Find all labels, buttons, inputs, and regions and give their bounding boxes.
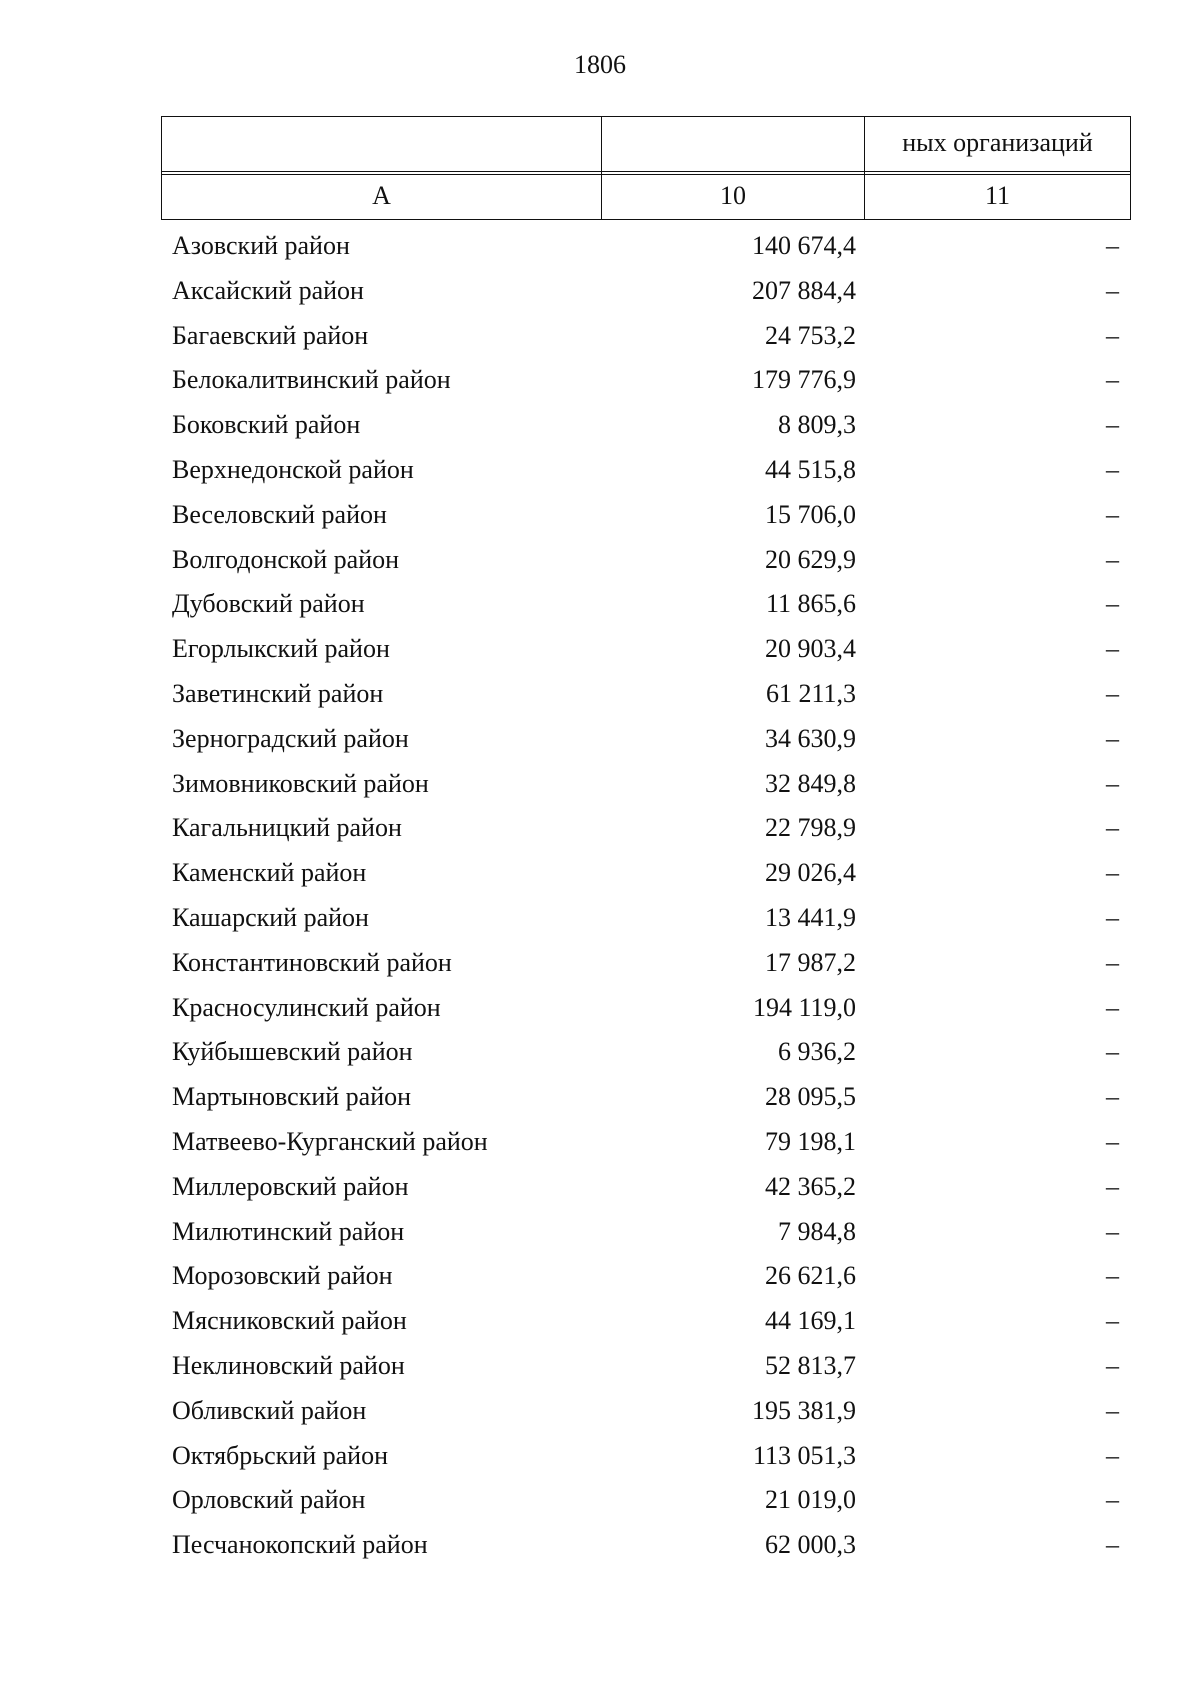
district-name: Кагальницкий район: [172, 813, 402, 843]
column-10-value: 140 674,4: [752, 231, 856, 260]
table-row: [0, 1389, 1200, 1434]
table-row: [0, 224, 1200, 269]
district-name: Константиновский район: [172, 947, 452, 977]
column-10-value: 6 936,2: [778, 1037, 856, 1067]
district-name: Песчанокопский район: [172, 1530, 428, 1560]
column-11-value: –: [1106, 589, 1119, 619]
district-name: Веселовский район: [172, 499, 387, 529]
table-row: [0, 941, 1200, 986]
column-10-value: 11 865,6: [765, 589, 856, 619]
district-name: Багаевский район: [172, 320, 369, 350]
header-row-separator-1: [161, 171, 1131, 172]
column-10-value: 194 119,0: [752, 992, 856, 1022]
district-name: Матвеево-Курганский район: [172, 1126, 488, 1156]
district-name: Белокалитвинский район: [172, 365, 451, 395]
column-10-value: 26 621,6: [765, 1261, 856, 1291]
table-body: [0, 224, 1200, 1568]
column-11-value: –: [1106, 634, 1119, 664]
district-name: Неклиновский район: [172, 1350, 405, 1380]
header-row-separator-2: [161, 174, 1131, 175]
table-row: [0, 493, 1200, 538]
district-name: Мартыновский район: [172, 1082, 412, 1112]
district-name: Милютинский район: [172, 1216, 405, 1246]
column-11-value: –: [1106, 947, 1119, 977]
district-name: Орловский район: [172, 1485, 366, 1515]
district-name: Боковский район: [172, 410, 361, 440]
header-border-bottom: [161, 219, 1131, 220]
district-name: Заветинский район: [172, 678, 384, 708]
district-name: Куйбышевский район: [172, 1037, 413, 1067]
column-11-value: –: [1106, 1350, 1119, 1380]
table-row: [0, 314, 1200, 359]
table-row: [0, 448, 1200, 493]
column-10-value: 20 629,9: [765, 544, 856, 574]
table-row: [0, 1299, 1200, 1344]
header-border-right: [1130, 116, 1131, 220]
table-row: [0, 403, 1200, 448]
table-row: [0, 1478, 1200, 1523]
column-10-value: 8 809,3: [778, 410, 856, 440]
table-row: [0, 358, 1200, 403]
district-name: Зерноградский район: [172, 723, 409, 753]
district-name: Обливский район: [172, 1395, 367, 1425]
column-10-value: 34 630,9: [765, 723, 856, 753]
table-row: [0, 672, 1200, 717]
table-row: [0, 1120, 1200, 1165]
column-10-value: 113 051,3: [752, 1440, 856, 1470]
column-10-value: 20 903,4: [765, 634, 856, 664]
header-border-top: [161, 116, 1131, 117]
district-name: Миллеровский район: [172, 1171, 409, 1201]
table-row: [0, 627, 1200, 672]
column-10-value: 195 381,9: [752, 1395, 856, 1425]
column-11-value: –: [1106, 1261, 1119, 1291]
column-10-value: 44 515,8: [765, 454, 856, 484]
district-name: Красносулинский район: [172, 992, 441, 1022]
column-11-value: –: [1106, 231, 1119, 260]
column-10-value: 7 984,8: [778, 1216, 856, 1246]
column-11-value: –: [1106, 1037, 1119, 1067]
column-10-value: 61 211,3: [765, 678, 856, 708]
table-row: [0, 896, 1200, 941]
table-row: [0, 1165, 1200, 1210]
column-10-value: 15 706,0: [765, 499, 856, 529]
column-11-value: –: [1106, 768, 1119, 798]
column-10-value: 44 169,1: [765, 1306, 856, 1336]
column-11-value: –: [1106, 1171, 1119, 1201]
header-col1-label: А: [372, 181, 391, 210]
column-11-value: –: [1106, 454, 1119, 484]
column-11-value: –: [1106, 723, 1119, 753]
district-name: Морозовский район: [172, 1261, 393, 1291]
column-11-value: –: [1106, 1082, 1119, 1112]
district-name: Егорлыкский район: [172, 634, 390, 664]
column-10-value: 13 441,9: [765, 902, 856, 932]
district-name: Кашарский район: [172, 902, 369, 932]
table-row: [0, 1254, 1200, 1299]
column-11-value: –: [1106, 1306, 1119, 1336]
column-10-value: 62 000,3: [765, 1530, 856, 1560]
district-name: Мясниковский район: [172, 1306, 407, 1336]
table-header: [161, 116, 1131, 220]
column-11-value: –: [1106, 902, 1119, 932]
table-row: [0, 851, 1200, 896]
table-row: [0, 1075, 1200, 1120]
table-row: [0, 1434, 1200, 1479]
column-11-value: –: [1106, 678, 1119, 708]
column-10-value: 28 095,5: [765, 1082, 856, 1112]
table-row: [0, 717, 1200, 762]
table-row: [0, 762, 1200, 807]
table-row: [0, 269, 1200, 314]
column-11-value: –: [1106, 858, 1119, 888]
column-10-value: 179 776,9: [752, 365, 856, 395]
table-row: [0, 1344, 1200, 1389]
column-10-value: 17 987,2: [765, 947, 856, 977]
column-10-value: 207 884,4: [752, 275, 856, 305]
district-name: Верхнедонской район: [172, 454, 414, 484]
header-col3-label: 11: [984, 181, 1011, 210]
table-row: [0, 538, 1200, 583]
district-name: Аксайский район: [172, 275, 364, 305]
column-10-value: 22 798,9: [765, 813, 856, 843]
district-name: Дубовский район: [172, 589, 365, 619]
header-col3-top: ных организаций: [902, 128, 1093, 157]
column-11-value: –: [1106, 1530, 1119, 1560]
column-11-value: –: [1106, 1485, 1119, 1515]
column-11-value: –: [1106, 813, 1119, 843]
column-11-value: –: [1106, 275, 1119, 305]
district-name: Зимовниковский район: [172, 768, 429, 798]
district-name: Каменский район: [172, 858, 367, 888]
column-10-value: 21 019,0: [765, 1485, 856, 1515]
column-11-value: –: [1106, 1126, 1119, 1156]
column-10-value: 42 365,2: [765, 1171, 856, 1201]
district-name: Волгодонской район: [172, 544, 400, 574]
column-10-value: 52 813,7: [765, 1350, 856, 1380]
column-11-value: –: [1106, 1440, 1119, 1470]
column-10-value: 32 849,8: [765, 768, 856, 798]
column-10-value: 79 198,1: [765, 1126, 856, 1156]
header-col2-label: 10: [720, 181, 746, 210]
column-11-value: –: [1106, 410, 1119, 440]
table-row: [0, 1523, 1200, 1568]
column-11-value: –: [1106, 365, 1119, 395]
column-10-value: 24 753,2: [765, 320, 856, 350]
column-11-value: –: [1106, 992, 1119, 1022]
column-11-value: –: [1106, 544, 1119, 574]
column-10-value: 29 026,4: [765, 858, 856, 888]
column-11-value: –: [1106, 320, 1119, 350]
column-11-value: –: [1106, 499, 1119, 529]
column-11-value: –: [1106, 1216, 1119, 1246]
district-name: Азовский район: [172, 231, 350, 260]
column-11-value: –: [1106, 1395, 1119, 1425]
table-row: [0, 806, 1200, 851]
district-name: Октябрьский район: [172, 1440, 388, 1470]
table-row: [0, 986, 1200, 1031]
page-number: 1806: [574, 50, 626, 79]
table-row: [0, 1030, 1200, 1075]
table-row: [0, 1210, 1200, 1255]
table-row: [0, 582, 1200, 627]
